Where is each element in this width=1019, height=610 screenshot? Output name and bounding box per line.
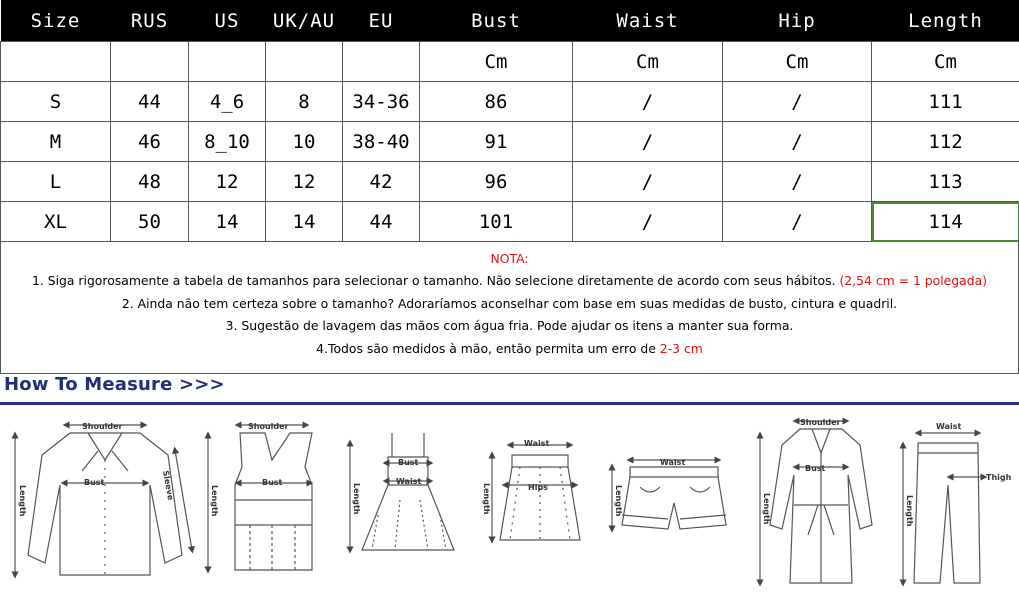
unit-cell — [266, 42, 343, 82]
table-row — [1, 202, 1019, 242]
label-length: Length — [905, 495, 914, 527]
header-size: Size — [1, 0, 111, 42]
table-cell: 48 — [111, 162, 189, 202]
header-rus: RUS — [111, 0, 189, 42]
table-cell: 14 — [189, 202, 266, 242]
table-cell: L — [1, 162, 111, 202]
note-line-4-highlight: 2-3 cm — [659, 340, 703, 356]
pants-figure — [903, 433, 984, 583]
label-length: Length — [762, 493, 771, 525]
table-cell: / — [573, 162, 723, 202]
table-cell: 14 — [266, 202, 343, 242]
table-cell: / — [723, 202, 872, 242]
note-line-1-highlight: (2,54 cm = 1 polegada) — [839, 273, 988, 288]
table-cell: 101 — [420, 202, 573, 242]
table-row — [1, 162, 1019, 202]
label-length: Length — [352, 483, 361, 515]
label-shoulder: Shoulder — [800, 418, 841, 427]
unit-cell — [1, 42, 111, 82]
blouse-figure — [15, 425, 192, 575]
table-cell: 8 — [266, 82, 343, 122]
unit-cell: Cm — [573, 42, 723, 82]
table-cell: 44 — [343, 202, 420, 242]
unit-cell — [343, 42, 420, 82]
unit-row — [1, 42, 1019, 82]
table-cell: 91 — [420, 122, 573, 162]
label-bust: Bust — [262, 478, 283, 487]
label-waist: Waist — [396, 477, 422, 486]
shorts-figure — [612, 460, 726, 529]
dress-figure — [350, 433, 454, 550]
table-cell: 34-36 — [343, 82, 420, 122]
label-bust: Bust — [805, 464, 826, 473]
label-length: Length — [614, 485, 623, 517]
label-waist: Waist — [524, 439, 550, 448]
unit-cell — [111, 42, 189, 82]
table-cell: 12 — [266, 162, 343, 202]
unit-cell: Cm — [420, 42, 573, 82]
label-waist: Waist — [936, 422, 962, 431]
tank-top-figure — [208, 425, 312, 570]
table-cell: / — [573, 82, 723, 122]
table-cell: 46 — [111, 122, 189, 162]
label-shoulder: Shoulder — [248, 422, 289, 431]
measurement-illustrations — [0, 405, 1019, 610]
table-cell: XL — [1, 202, 111, 242]
header-length: Length — [872, 0, 1019, 42]
table-row — [1, 82, 1019, 122]
header-us: US — [189, 0, 266, 42]
coat-figure — [760, 421, 872, 583]
unit-cell: Cm — [872, 42, 1019, 82]
table-cell: 44 — [111, 82, 189, 122]
note-line-1-text: 1. Siga rigorosamente a tabela de tamanhos para selecionar o tamanho. Não selecione diretamente de acordo com seus hábitos. — [31, 273, 840, 288]
table-cell: 8_10 — [189, 122, 266, 162]
note-line-3: 3. Sugestão de lavagem das mãos com água fria. Pode ajudar os itens a manter sua forma. — [225, 318, 794, 333]
table-cell: S — [1, 82, 111, 122]
table-cell: / — [723, 122, 872, 162]
note-line-1 — [1, 270, 1018, 293]
table-cell: 86 — [420, 82, 573, 122]
label-hips: Hips — [528, 483, 548, 492]
table-cell-selected[interactable]: 114 — [872, 202, 1019, 242]
unit-cell — [189, 42, 266, 82]
table-cell: 111 — [872, 82, 1019, 122]
size-chart-table — [0, 0, 1019, 242]
label-waist: Waist — [660, 458, 686, 467]
label-sleeve: Sleeve — [161, 469, 176, 501]
header-waist: Waist — [573, 0, 723, 42]
header-uk-au: UK/AU — [266, 0, 343, 42]
table-cell: / — [573, 122, 723, 162]
table-cell: 113 — [872, 162, 1019, 202]
label-length: Length — [18, 485, 27, 517]
table-cell: 112 — [872, 122, 1019, 162]
table-cell: 50 — [111, 202, 189, 242]
header-hip: Hip — [723, 0, 872, 42]
label-shoulder: Shoulder — [82, 422, 123, 431]
header-eu: EU — [343, 0, 420, 42]
skirt-figure — [492, 445, 580, 540]
table-cell: 10 — [266, 122, 343, 162]
table-row — [1, 122, 1019, 162]
header-bust: Bust — [420, 0, 573, 42]
table-cell: M — [1, 122, 111, 162]
unit-cell: Cm — [723, 42, 872, 82]
note-line-4-text: 4.Todos são medidos à mão, então permita um erro de — [316, 340, 660, 356]
label-length: Length — [482, 483, 491, 515]
notes-title: NOTA: — [490, 251, 529, 266]
header-row — [1, 0, 1019, 42]
note-line-2: 2. Ainda não tem certeza sobre o tamanho? Adoraríamos aconselhar com base em suas medidas de busto, cintura e quadril. — [121, 295, 898, 311]
table-cell: / — [723, 162, 872, 202]
label-bust: Bust — [84, 478, 105, 487]
label-thigh: Thigh — [986, 473, 1012, 482]
table-cell: / — [723, 82, 872, 122]
table-cell: / — [573, 202, 723, 242]
table-cell: 38-40 — [343, 122, 420, 162]
label-length: Length — [210, 485, 219, 517]
table-cell: 42 — [343, 162, 420, 202]
how-to-measure-heading: How To Measure >>> — [4, 374, 225, 395]
table-cell: 12 — [189, 162, 266, 202]
note-line-4 — [1, 338, 1018, 361]
notes-box — [0, 240, 1019, 374]
label-bust: Bust — [398, 458, 419, 467]
table-cell: 96 — [420, 162, 573, 202]
table-cell: 4_6 — [189, 82, 266, 122]
